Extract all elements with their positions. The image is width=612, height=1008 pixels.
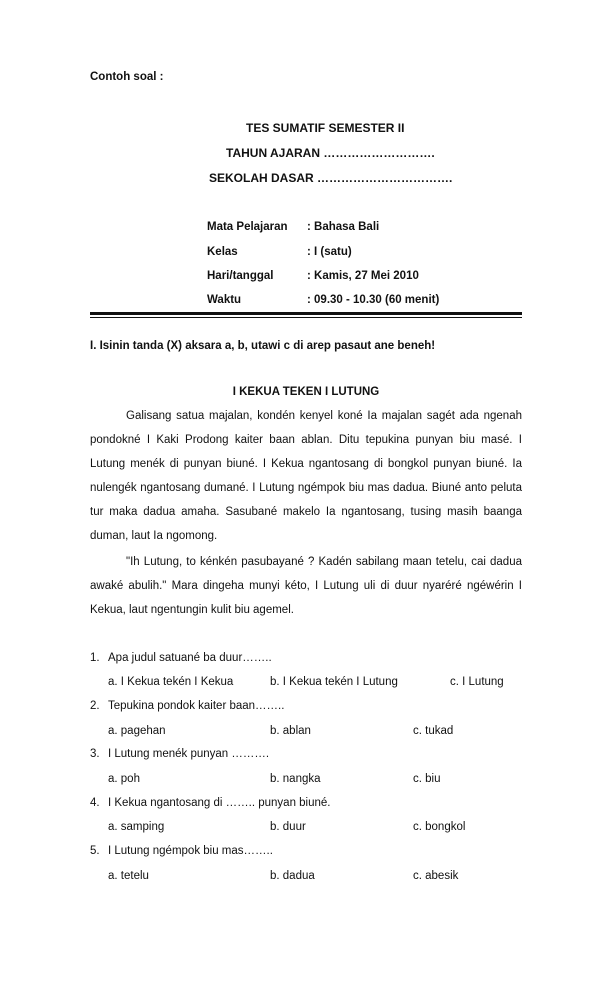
- meta-value: : 09.30 - 10.30 (60 menit): [307, 294, 440, 306]
- story-line: Lutung menék di punyan biuné. I Kekua ngantosang di bongkol punyan biuné. Ia: [90, 458, 522, 470]
- story-title: I KEKUA TEKEN I LUTUNG: [232, 386, 380, 398]
- q3-option-a[interactable]: a. poh: [108, 773, 140, 785]
- question-text: I Kekua ngantosang di …….. punyan biuné.: [108, 797, 331, 809]
- question-text: Apa judul satuané ba duur……..: [108, 652, 272, 664]
- story-line: awaké abulih." Mara dingeha munyi kéto, I Lutung uli di duur nyaréré ngéwérin I: [90, 580, 522, 592]
- question-text: I Lutung menék punyan ……….: [108, 748, 270, 760]
- meta-value: : I (satu): [307, 246, 352, 258]
- q5-option-c[interactable]: c. abesik: [413, 870, 459, 882]
- q1-option-a[interactable]: a. I Kekua tekén I Kekua: [108, 676, 234, 688]
- story-line: nulengék ngantosang dumané. I Lutung ngémpok biu mas dadua. Biuné anto peluta: [90, 482, 522, 494]
- question-text: I Lutung ngémpok biu mas……..: [108, 845, 273, 857]
- story-line: Kekua, laut ngentungin kulit biu agemel.: [90, 604, 294, 616]
- story-line: tur maka dadua amaha. Sasubané makelo Ia ngantosang, tusing masih baanga: [90, 506, 522, 518]
- q3-option-b[interactable]: b. nangka: [270, 773, 321, 785]
- q4-option-a[interactable]: a. samping: [108, 821, 165, 833]
- question-number: 2.: [90, 700, 100, 712]
- q5-option-a[interactable]: a. tetelu: [108, 870, 149, 882]
- q2-option-b[interactable]: b. ablan: [270, 725, 311, 737]
- school-line: SEKOLAH DASAR …………………………….: [209, 171, 453, 185]
- q2-option-c[interactable]: c. tukad: [413, 725, 454, 737]
- q1-option-b[interactable]: b. I Kekua tekén I Lutung: [270, 676, 398, 688]
- story-line: pondokné I Kaki Prodong kaiter baan ablan. Ditu tepukina punyan biu masé. I: [90, 434, 522, 446]
- q3-option-c[interactable]: c. biu: [413, 773, 441, 785]
- meta-label: Waktu: [207, 294, 242, 306]
- question-number: 1.: [90, 652, 100, 664]
- story-line: "Ih Lutung, to kénkén pasubayané ? Kadén sabilang maan tetelu, cai dadua: [126, 556, 522, 568]
- question-text: Tepukina pondok kaiter baan……..: [108, 700, 285, 712]
- meta-value: : Kamis, 27 Mei 2010: [307, 270, 419, 282]
- q1-option-c[interactable]: c. I Lutung: [450, 676, 504, 688]
- q2-option-a[interactable]: a. pagehan: [108, 725, 166, 737]
- story-line: Galisang satua majalan, kondén kenyel koné Ia majalan sagét ada ngenah: [126, 410, 522, 422]
- meta-label: Hari/tanggal: [207, 270, 274, 282]
- header-divider-thick: [90, 312, 522, 315]
- story-line: duman, laut Ia ngomong.: [90, 530, 218, 542]
- q4-option-b[interactable]: b. duur: [270, 821, 306, 833]
- academic-year-line: TAHUN AJARAN ……………………….: [226, 146, 435, 160]
- q4-option-c[interactable]: c. bongkol: [413, 821, 466, 833]
- question-number: 4.: [90, 797, 100, 809]
- question-number: 5.: [90, 845, 100, 857]
- q5-option-b[interactable]: b. dadua: [270, 870, 315, 882]
- header-divider-thin: [90, 317, 522, 318]
- exam-title: TES SUMATIF SEMESTER II: [246, 121, 405, 135]
- question-number: 3.: [90, 748, 100, 760]
- meta-label: Kelas: [207, 246, 238, 258]
- instruction-text: I. Isinin tanda (X) aksara a, b, utawi c di arep pasaut ane beneh!: [90, 340, 436, 352]
- intro-label: Contoh soal :: [90, 71, 164, 83]
- meta-value: : Bahasa Bali: [307, 221, 380, 233]
- meta-label: Mata Pelajaran: [207, 221, 288, 233]
